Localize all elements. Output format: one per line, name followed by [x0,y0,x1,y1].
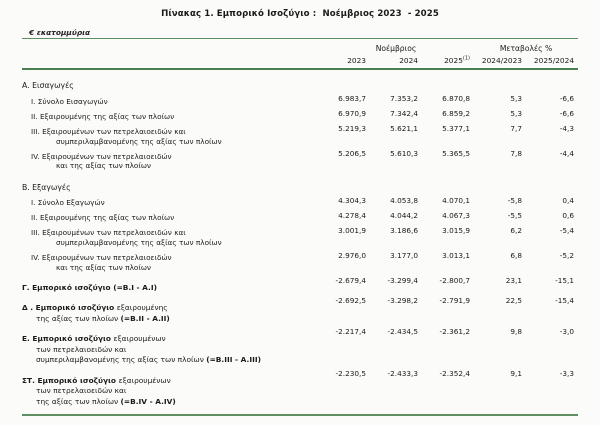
row-label [22,109,318,124]
cell-change-2025-2024: -15,1 [555,275,574,285]
cell-2025: 6.870,8 [442,94,470,103]
cell-2025: -2.800,7 [439,275,470,285]
row-label-line1: II. Εξαιρουμένης της αξίας των πλοίων [31,213,175,223]
row-label-line2: συμπεριλαμβανομένης της αξίας των πλοίων [56,136,222,146]
cell-2024: -3.298,2 [387,296,418,306]
cell-change-2025-2024: -4,4 [559,148,574,158]
header-column-row [22,56,578,68]
balance-label-gamma [22,276,318,297]
cell-2023: 3.001,9 [338,225,366,235]
row-label [22,226,318,251]
row-label [22,124,318,149]
cell-change-2025-2024: -3,0 [559,327,574,337]
balance-label-line2: των πετρελαιοειδών και [36,386,127,396]
balance-row [22,327,578,369]
section-heading-exports: Β. Εξαγωγές [22,182,71,192]
balance-label-line1 [22,376,318,387]
row-label-line2: και της αξίας των πλοίων [56,161,152,171]
balance-label-formula: (=Β.III - A.III) [206,355,261,365]
row-label-line1: I. Σύνολο Εξαγωγών [31,198,105,208]
cell-change-2025-2024: -15,4 [555,296,574,306]
balance-label-formula: (=Β.IV - A.IV) [120,396,176,406]
balance-label-plain: εξαιρουμένης [116,303,168,313]
cell-2025: 3.015,9 [442,225,470,235]
cell-change-2025-2024: 0,6 [562,210,574,220]
cell-2025: -2.791,9 [439,296,470,306]
cell-change-2024-2023: 7,8 [510,148,522,158]
balance-label-bold: ΣΤ. Εμπορικό ισοζύγιο [22,375,119,385]
cell-change-2025-2024: 0,4 [562,195,574,205]
balance-row [22,276,578,297]
balance-label-line1 [22,303,318,314]
table-row [22,211,578,226]
balance-label-bold: Γ. Εμπορικό ισοζύγιο (=Β.I - A.I) [22,282,157,292]
header-col-2024-2023: 2024/2023 [481,56,523,65]
cell-2025: 6.859,2 [442,109,470,119]
cell-change-2024-2023: 5,3 [510,94,522,103]
cell-change-2024-2023: 6,2 [510,225,522,235]
cell-2023: -2.692,5 [335,296,366,306]
cell-2023: 5.219,3 [338,124,366,134]
cell-2023: -2.217,4 [335,327,366,337]
cell-2023: 4.304,3 [338,195,366,205]
balance-label-plain: εξαιρουμένων [113,334,166,344]
row-label-line2: και της αξίας των πλοίων [56,263,152,273]
section-heading-row [22,180,578,196]
cell-2024: 3.177,0 [390,250,418,260]
cell-2025: 5.377,1 [442,124,470,134]
table-row [22,149,578,174]
unit-note: € εκατομμύρια [29,28,91,37]
row-label-line1: II. Εξαιρουμένης της αξίας των πλοίων [31,111,175,121]
header-col-2024: 2024 [399,56,418,65]
balance-label-line3 [22,397,318,408]
cell-2025: 3.013,1 [442,250,470,260]
cell-change-2025-2024: -5,2 [559,250,574,260]
header-group-row [22,39,578,56]
cell-2024: 3.186,6 [390,225,418,235]
rule-bottom [22,414,578,416]
cell-2025: 4.067,3 [442,210,470,220]
cell-2023: 5.206,5 [338,148,366,158]
section-heading-row [22,78,578,94]
cell-2023: -2.679,4 [335,275,366,285]
cell-change-2025-2024: -6,6 [559,109,574,119]
cell-2025: 5.365,5 [442,148,470,158]
cell-2024: -2.433,3 [387,368,418,378]
header-col-2025-year: 2025 [444,56,463,65]
balance-row [22,369,578,411]
header-group-months: Νοέμβριος [375,44,417,53]
cell-change-2024-2023: 5,3 [510,109,522,119]
row-label [22,196,318,211]
row-label [22,251,318,276]
balance-label-sigma-tau [22,369,318,411]
cell-change-2025-2024: -3,3 [559,368,574,378]
cell-2024: 4.044,2 [390,210,418,220]
balance-label-epsilon [22,327,318,369]
cell-2024: 5.610,3 [390,148,418,158]
balance-label-line1 [22,283,318,294]
balance-label-line3 [22,355,318,366]
cell-change-2024-2023: 22,5 [505,296,522,306]
balance-label-plain-3: της αξίας των πλοίων [36,396,121,406]
cell-change-2024-2023: 23,1 [505,275,522,285]
balance-label-bold: Δ . Εμπορικό ισοζύγιο [22,303,117,313]
cell-change-2025-2024: -5,4 [559,225,574,235]
balance-row [22,296,578,327]
header-col-2025-2024: 2025/2024 [533,56,575,65]
cell-change-2024-2023: -5,8 [507,195,522,205]
balance-label-formula: (=Β.II - A.II) [120,313,170,323]
cell-2024: -3.299,4 [387,275,418,285]
balance-label-line2 [22,314,318,325]
row-label [22,149,318,174]
trade-balance-table [22,39,578,68]
table-row [22,196,578,211]
cell-change-2024-2023: -5,5 [507,210,522,220]
row-label [22,211,318,226]
cell-2023: 6.983,7 [338,94,366,103]
cell-2024: 7.342,4 [390,109,418,119]
table-row [22,109,578,124]
cell-change-2024-2023: 7,7 [510,124,522,134]
header-col-2025 [422,56,474,68]
header-blank-2 [22,56,318,68]
balance-label-plain-3: συμπεριλαμβανομένης της αξίας των πλοίων [36,355,207,365]
row-label-line1: I. Σύνολο Εισαγωγών [31,96,108,106]
cell-2024: 5.621,1 [390,124,418,134]
cell-change-2025-2024: -6,6 [559,94,574,103]
balance-label-line1 [22,334,318,345]
header-col-2025-footnote: (1) [462,55,471,62]
table-row [22,251,578,276]
cell-2025: -2.361,2 [439,327,470,337]
balance-label-bold: Ε. Εμπορικό ισοζύγιο [22,334,114,344]
balance-label-delta [22,296,318,327]
table-row [22,94,578,109]
table-row [22,124,578,149]
cell-2025: 4.070,1 [442,195,470,205]
row-label-line2: συμπεριλαμβανομένης της αξίας των πλοίων [56,238,222,248]
balance-label-line2: των πετρελαιοειδών και [36,344,127,354]
row-label [22,94,318,109]
row-label-line1: III. Εξαιρουμένων των πετρελαιοειδών και [31,126,186,136]
cell-change-2024-2023: 9,8 [510,327,522,337]
table-body [22,70,578,410]
section-heading-imports: Α. Εισαγωγές [22,81,74,90]
balance-label-plain: εξαιρουμένων [118,375,171,385]
cell-2023: 6.970,9 [338,109,366,119]
cell-2025: -2.352,4 [439,368,470,378]
cell-change-2024-2023: 6,8 [510,250,522,260]
spacer [22,70,578,78]
cell-2024: -2.434,5 [387,327,418,337]
row-label-line1: IV. Εξαιρουμένων των πετρελαιοειδών [31,253,172,263]
balance-label-plain-2: της αξίας των πλοίων [36,313,121,323]
table-row [22,226,578,251]
header-col-2023: 2023 [347,56,366,65]
header-blank [22,39,318,56]
page-title: Πίνακας 1. Εμπορικό Ισοζύγιο : Νοέμβριος 2023 - 2025 [161,9,439,19]
cell-2024: 7.353,2 [390,94,418,103]
header-group-changes: Μεταβολές % [499,44,553,53]
cell-change-2025-2024: -4,3 [559,124,574,134]
row-label-line1: IV. Εξαιρουμένων των πετρελαιοειδών [31,151,172,161]
table-header [22,39,578,68]
cell-2023: 4.278,4 [338,210,366,220]
cell-change-2024-2023: 9,1 [510,368,522,378]
row-label-line1: III. Εξαιρουμένων των πετρελαιοειδών και [31,228,186,238]
cell-2024: 4.053,8 [390,195,418,205]
cell-2023: -2.230,5 [335,368,366,378]
cell-2023: 2.976,0 [338,250,366,260]
